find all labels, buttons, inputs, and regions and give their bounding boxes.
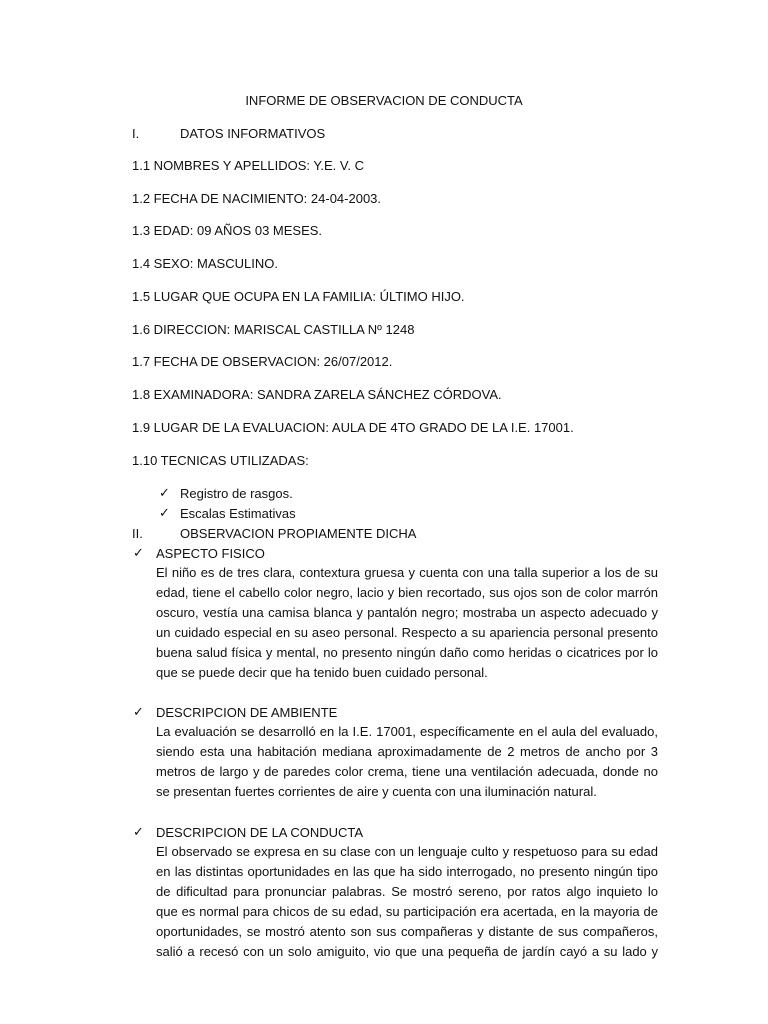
info-item-1-9: 1.9 LUGAR DE LA EVALUACION: AULA DE 4TO GRADO DE LA I.E. 17001. [132,420,574,435]
paragraph-line: buena salud física y mental, no presento ningún daño como heridas o cicatrices por lo [156,645,658,660]
technique-item: Registro de rasgos. [180,486,293,501]
paragraph-line: se presentan fuertes corrientes de aire y cuenta con una iluminación natural. [156,784,597,799]
conducta-paragraph [156,842,658,962]
technique-item: Escalas Estimativas [180,506,296,521]
check-mark-icon: ✓ [133,704,144,719]
paragraph-line: en las distintas oportunidades en las que ha sido interrogado, no presento ningún tipo [156,864,658,879]
paragraph-line: La evaluación se desarrolló en la I.E. 17001, específicamente en el aula del evaluado, [156,724,658,739]
paragraph-line: edad, tiene el cabello color negro, lacio y bien recortado, sus ojos son de color marrón [156,585,658,600]
paragraph-line: siendo esta una habitación mediana aproximadamente de 2 metros de ancho por 3 [156,744,658,759]
info-item-1-8: 1.8 EXAMINADORA: SANDRA ZARELA SÁNCHEZ CÓRDOVA. [132,387,502,402]
section-1-numeral: I. [132,126,140,141]
check-mark-icon: ✓ [159,505,170,520]
ambiente-heading: DESCRIPCION DE AMBIENTE [156,705,338,720]
check-mark-icon: ✓ [159,485,170,500]
info-item-1-5: 1.5 LUGAR QUE OCUPA EN LA FAMILIA: ÚLTIMO HIJO. [132,289,465,304]
paragraph-line: oscuro, vestía una camisa blanca y pantalón negro; mostraba un aspecto adecuado y [156,605,658,620]
section-2-heading: OBSERVACION PROPIAMENTE DICHA [180,526,417,541]
section-1-heading: DATOS INFORMATIVOS [180,126,326,141]
paragraph-line: que se puede decir que ha tenido buen cuidado personal. [156,665,488,680]
aspecto-fisico-paragraph [156,563,658,683]
info-item-1-7: 1.7 FECHA DE OBSERVACION: 26/07/2012. [132,354,393,369]
info-item-1-2: 1.2 FECHA DE NACIMIENTO: 24-04-2003. [132,191,382,206]
info-item-1-1: 1.1 NOMBRES Y APELLIDOS: Y.E. V. C [132,158,364,173]
paragraph-line: oportunidades, se mostró atento son sus compañeras y distante de sus compañeros, [156,924,658,939]
check-mark-icon: ✓ [133,545,144,560]
section-2-numeral: II. [132,526,143,541]
paragraph-line: que es normal para chicos de su edad, su participación era acertada, en la mayoria de [156,904,658,919]
page-title: INFORME DE OBSERVACION DE CONDUCTA [245,93,523,108]
paragraph-line: de dificultad para pronunciar palabras. Se mostró sereno, por ratos algo inquieto lo [156,884,658,899]
info-item-1-4: 1.4 SEXO: MASCULINO. [132,256,278,271]
paragraph-line: salió a recesó con un solo amiguito, vio que una pequeña de jardín cayó a su lado y [156,944,658,959]
paragraph-line: un cuidado especial en su aseo personal. Respecto a su apariencia personal presento [156,625,658,640]
aspecto-fisico-heading: ASPECTO FISICO [156,546,265,561]
ambiente-paragraph [156,722,658,802]
paragraph-line: El niño es de tres clara, contextura gruesa y cuenta con una talla superior a los de su [156,565,658,580]
paragraph-line: El observado se expresa en su clase con un lenguaje culto y respetuoso para su edad [156,844,658,859]
info-item-1-6: 1.6 DIRECCION: MARISCAL CASTILLA Nº 1248 [132,322,415,337]
info-item-1-10: 1.10 TECNICAS UTILIZADAS: [132,453,309,468]
info-item-1-3: 1.3 EDAD: 09 AÑOS 03 MESES. [132,223,323,238]
check-mark-icon: ✓ [133,824,144,839]
paragraph-line: metros de largo y de paredes color crema, tiene una ventilación adecuada, donde no [156,764,658,779]
conducta-heading: DESCRIPCION DE LA CONDUCTA [156,825,364,840]
